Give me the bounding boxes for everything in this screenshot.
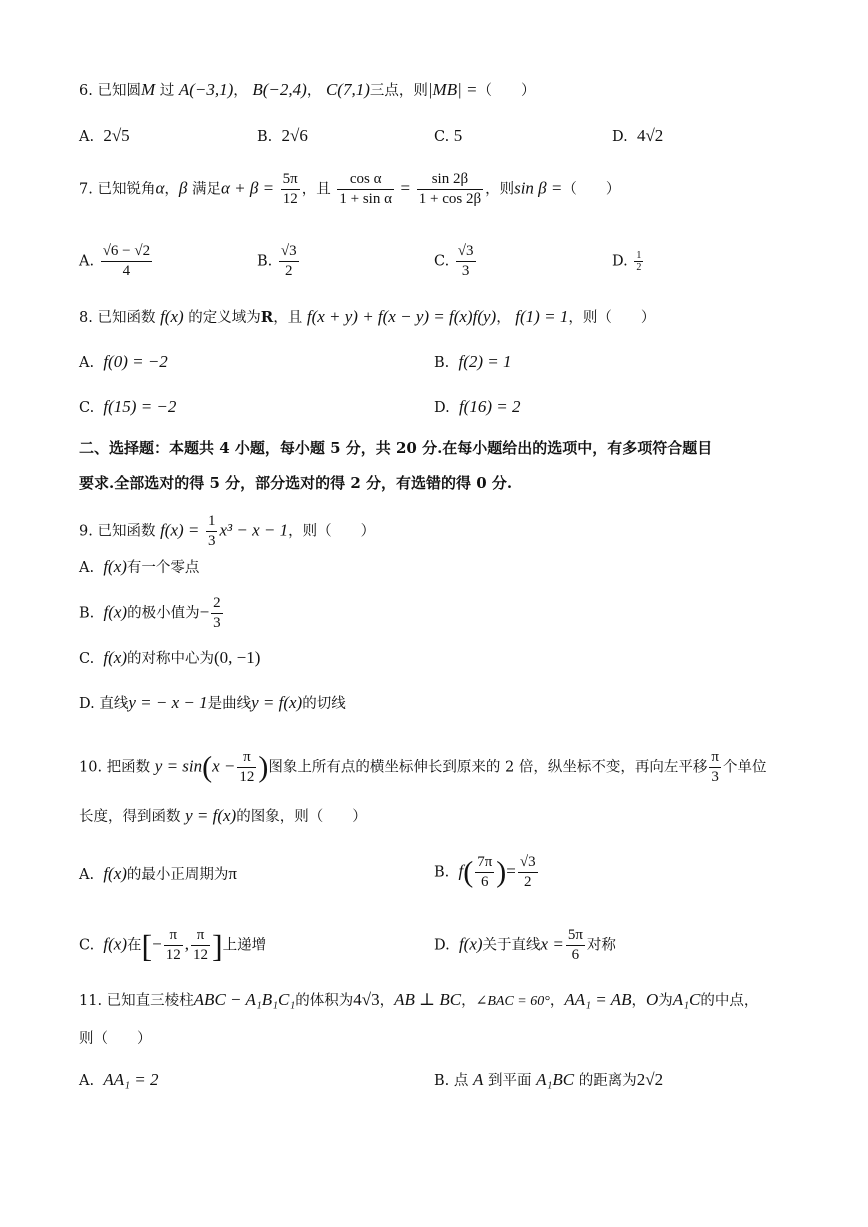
- q8-real-set: R: [260, 308, 274, 326]
- option-text: 关于直线: [482, 937, 541, 954]
- fraction-denominator: 3: [461, 263, 470, 279]
- q8-and: ，且: [273, 310, 303, 326]
- q11-sep: ，: [461, 993, 476, 1009]
- option-label: A.: [79, 1073, 95, 1089]
- q6-circle-m: M: [140, 80, 156, 99]
- fraction-numerator: 7π: [475, 853, 494, 873]
- q7-fraction-sin: [417, 170, 483, 209]
- q9-answer-paren: （ ）: [317, 523, 376, 540]
- option-curve-eq: y = f(x): [251, 693, 303, 712]
- fraction-numerator: √3: [518, 853, 538, 873]
- option-point: (0, −1): [214, 648, 261, 667]
- option-value: 2√6: [281, 126, 308, 145]
- option-label: B.: [257, 253, 273, 270]
- q11-answer-paren: （ ）: [93, 1031, 152, 1047]
- option-fraction: [279, 242, 299, 281]
- option-math: f(x): [458, 934, 483, 954]
- fraction-numerator: π: [164, 926, 183, 946]
- q8-option-b: [434, 352, 512, 373]
- q7-option-b: [257, 242, 301, 281]
- fraction-denominator: 12: [239, 769, 255, 785]
- fraction-denominator: 2: [524, 874, 532, 890]
- q10-line2-prefix: 长度，得到函数: [79, 809, 181, 825]
- option-math: f(x): [103, 557, 127, 576]
- q8-prefix: 8. 已知函数: [79, 310, 156, 326]
- q7-and: ，且: [301, 181, 331, 198]
- interval-comma: ,: [184, 934, 189, 954]
- interval-minus: −: [152, 934, 162, 954]
- q11-volume-value: 4√3: [353, 990, 380, 1009]
- fraction-numerator: π: [237, 748, 256, 768]
- q11-stem-line-2: [79, 1029, 152, 1049]
- q8-then: ，则: [568, 310, 598, 326]
- q6-pass: 过: [159, 83, 175, 99]
- q6-point-c: C(7,1): [325, 80, 370, 99]
- option-fraction: [211, 594, 223, 633]
- q11-point-o: O: [645, 990, 659, 1009]
- q11-option-b: [434, 1070, 663, 1091]
- q7-option-d: [612, 250, 645, 273]
- q8-option-a: [79, 352, 168, 373]
- q6-option-a: [79, 126, 130, 147]
- option-label: A.: [79, 355, 95, 371]
- option-line-eq: y = − x − 1: [128, 693, 208, 712]
- fraction-numerator: 1: [206, 512, 218, 532]
- q9-prefix: 9. 已知函数: [79, 523, 156, 540]
- q8-option-d: [434, 397, 520, 418]
- fraction-denominator: 1 + cos 2β: [418, 191, 482, 207]
- q11-angle: ∠BAC = 60°: [475, 994, 550, 1009]
- q10-option-b: [434, 853, 540, 892]
- q10-line2-fx: y = f(x): [185, 806, 237, 825]
- option-label: A.: [79, 129, 95, 145]
- q9-option-a: [79, 557, 199, 578]
- q9-fx: f(x) =: [160, 520, 200, 540]
- q10-answer-paren: （ ）: [308, 809, 367, 825]
- option-text: 点: [453, 1073, 469, 1089]
- option-value: f(16) = 2: [458, 397, 521, 416]
- option-label: B.: [434, 355, 450, 371]
- option-plane: A₁BC: [536, 1070, 575, 1089]
- q7-answer-paren: （ ）: [562, 181, 621, 198]
- q6-option-b: [257, 126, 308, 147]
- q7-then: ，则: [485, 181, 515, 198]
- fraction-numerator: √6 − √2: [101, 242, 152, 262]
- q11-sep: ，: [379, 993, 395, 1009]
- q7-equals: =: [400, 178, 411, 198]
- fraction-numerator: 1: [636, 250, 642, 261]
- option-label: B.: [434, 1073, 450, 1089]
- q10-stem-line-2: [79, 806, 367, 827]
- q9-option-b: [79, 594, 225, 633]
- fraction-numerator: π: [191, 926, 210, 946]
- option-minus: −: [199, 602, 210, 622]
- option-text: 有一个零点: [126, 560, 200, 576]
- option-label: D.: [79, 696, 95, 712]
- q10-tail: 个单位: [722, 759, 767, 776]
- q9-stem: [79, 512, 375, 551]
- option-fraction: [456, 242, 476, 281]
- q8-option-c: [79, 397, 176, 418]
- q6-mb: |MB| =: [427, 80, 478, 99]
- option-x-eq: x =: [540, 934, 564, 954]
- q11-is: 为: [658, 993, 673, 1009]
- option-value: f(15) = −2: [103, 397, 177, 416]
- q10-stem: [79, 748, 766, 787]
- fraction-numerator: π: [709, 748, 721, 768]
- q11-prefix: 11. 已知直三棱柱: [79, 993, 194, 1009]
- fraction-numerator: 2: [211, 594, 223, 614]
- option-text: 到平面: [487, 1073, 532, 1089]
- q10-prefix: 10. 把函数: [79, 759, 151, 776]
- option-value: AA₁ = 2: [103, 1070, 159, 1089]
- fraction-denominator: 2: [284, 263, 293, 279]
- option-label: D.: [434, 400, 450, 416]
- q10-middle-text: 图象上所有点的横坐标伸长到原来的 2 倍，纵坐标不变，再向左平移: [268, 759, 708, 776]
- q9-option-c: [79, 648, 260, 669]
- option-label: B.: [79, 605, 95, 622]
- q10-left-paren: (: [202, 750, 213, 784]
- q10-option-d: [434, 926, 616, 965]
- option-label: C.: [434, 253, 450, 270]
- q11-option-a: [79, 1070, 158, 1091]
- option-fraction: [566, 926, 585, 965]
- q8-equation: f(x + y) + f(x − y) = f(x)f(y): [306, 307, 497, 326]
- option-text: 对称: [586, 937, 616, 954]
- option-label: B.: [257, 129, 273, 145]
- interval-left-bracket: [: [141, 927, 153, 964]
- fraction-numerator: √3: [279, 242, 299, 262]
- option-label: C.: [79, 400, 95, 416]
- option-text: 直线: [99, 696, 129, 712]
- q8-sep: ，: [496, 310, 511, 326]
- q7-stem: [79, 170, 620, 209]
- option-math: f(x): [103, 934, 127, 954]
- q7-option-a: [79, 242, 154, 281]
- fraction-numerator: 5π: [281, 170, 300, 190]
- option-text: 的对称中心为: [127, 651, 214, 667]
- q7-satisfy: 满足: [191, 181, 221, 198]
- section-heading-line-1: 二、选择题：本题共 4 小题，每小题 5 分，共 20 分.在每小题给出的选项中，有多项符合题目: [79, 439, 713, 457]
- fraction-numerator: cos α: [337, 170, 394, 190]
- option-label: C.: [79, 651, 95, 667]
- option-label: A.: [79, 867, 95, 883]
- q10-fraction-pi-3: [709, 748, 721, 787]
- option-label: B.: [434, 864, 450, 881]
- q9-option-d: [79, 693, 346, 714]
- fraction-denominator: 2: [636, 262, 642, 273]
- q11-equal-edges: AA₁ = AB: [564, 990, 632, 1009]
- section-heading-line-2: 要求.全部选对的得 5 分，部分选对的得 2 分，有选错的得 0 分.: [79, 474, 513, 492]
- option-text: 上递增: [222, 937, 267, 954]
- q7-sum: α + β =: [220, 178, 275, 198]
- interval-right-fraction: [191, 926, 210, 965]
- q6-point-a: A(−3,1): [178, 80, 234, 99]
- q7-beta: β: [178, 178, 188, 198]
- q8-answer-paren: （ ）: [597, 310, 656, 326]
- option-value: 2√2: [636, 1070, 664, 1089]
- q7-option-c: [434, 242, 478, 281]
- q10-right-paren: ): [258, 750, 269, 784]
- q11-sep: ，: [631, 993, 646, 1009]
- option-math: f(x): [103, 602, 128, 622]
- option-text: 的最小正周期为: [126, 867, 229, 883]
- option-fraction: [101, 242, 152, 281]
- fraction-numerator: sin 2β: [417, 170, 483, 190]
- fraction-denominator: 3: [711, 769, 719, 785]
- q7-prefix: 7. 已知锐角: [79, 181, 156, 198]
- q6-option-c: [434, 126, 462, 147]
- section-two-heading: [79, 431, 794, 501]
- option-math: f(x): [103, 648, 127, 667]
- interval-right-bracket: ]: [212, 927, 223, 964]
- q11-tail: 的中点，: [700, 993, 759, 1009]
- option-label: D.: [434, 937, 450, 954]
- q7-fraction-cos: [337, 170, 394, 209]
- q7-alpha: α: [155, 178, 165, 198]
- fraction-denominator: 6: [481, 874, 489, 890]
- option-point-a: A: [472, 1070, 484, 1089]
- option-value: 5: [453, 126, 463, 145]
- fraction-denominator: 6: [571, 947, 580, 963]
- q8-f1: f(1) = 1: [515, 307, 569, 326]
- q11-then: 则: [79, 1031, 94, 1047]
- interval-left-fraction: [164, 926, 183, 965]
- q10-fraction-pi-12: [237, 748, 256, 787]
- q10-line2-tail: 的图象，则: [236, 809, 309, 825]
- option-text: 在: [127, 937, 142, 954]
- q8-domain: 的定义域为: [188, 310, 261, 326]
- fraction-numerator: √3: [456, 242, 476, 262]
- q11-stem: [79, 990, 758, 1012]
- q9-expression: x³ − x − 1: [219, 520, 289, 540]
- option-value: f(0) = −2: [103, 352, 168, 371]
- fraction-denominator: 4: [122, 263, 131, 279]
- fraction-denominator: 12: [165, 947, 181, 963]
- q9-fraction-one-third: [206, 512, 218, 551]
- q9-then: ，则: [288, 523, 318, 540]
- option-right-paren: ): [496, 855, 507, 889]
- q10-inner-x: x −: [212, 756, 236, 776]
- q6-tail: 三点，则: [369, 83, 428, 99]
- option-label: A.: [79, 560, 95, 576]
- option-text: 的极小值为: [127, 605, 200, 622]
- q6-prefix: 6. 已知圆: [79, 83, 141, 99]
- fraction-denominator: 12: [193, 947, 208, 963]
- q7-fraction-5pi-12: [281, 170, 300, 209]
- q10-y-sin: y = sin: [154, 756, 203, 776]
- option-label: D.: [612, 129, 628, 145]
- q10-option-c: [79, 926, 266, 965]
- option-fraction: [634, 250, 643, 273]
- option-label: A.: [79, 253, 95, 270]
- q6-option-d: [612, 126, 663, 147]
- option-f: f: [458, 861, 464, 881]
- q11-volume-text: 的体积为: [295, 993, 354, 1009]
- option-value: π: [228, 864, 237, 883]
- q11-sep: ，: [549, 993, 565, 1009]
- q6-point-b: B(−2,4): [252, 80, 307, 99]
- fraction-numerator: 5π: [566, 926, 585, 946]
- fraction-denominator: 3: [207, 533, 216, 549]
- q11-perp: AB ⊥ BC: [394, 990, 462, 1009]
- fraction-denominator: 12: [282, 191, 298, 207]
- q6-stem: 6. 已知圆M 过 A(−3,1)， B(−2,4)， C(7,1)三点，则|MB| =（ ）: [79, 80, 536, 99]
- option-fraction-value: [518, 853, 538, 892]
- option-text: 的切线: [302, 696, 346, 712]
- q7-sep: ，: [164, 181, 179, 198]
- option-text: 的距离为: [578, 1073, 637, 1089]
- option-text: 是曲线: [207, 696, 252, 712]
- q8-stem: [79, 307, 655, 328]
- q10-option-a: [79, 864, 237, 885]
- option-fraction-arg: [475, 853, 494, 892]
- option-label: D.: [612, 253, 628, 270]
- q8-fx: f(x): [160, 307, 184, 326]
- option-equals: =: [506, 861, 516, 881]
- q11-segment: A₁C: [672, 990, 701, 1009]
- option-label: C.: [434, 129, 450, 145]
- option-value: f(2) = 1: [458, 352, 512, 371]
- option-value: 2√5: [103, 126, 130, 145]
- option-left-paren: (: [463, 855, 474, 889]
- option-value: 4√2: [636, 126, 664, 145]
- fraction-denominator: 1 + sin α: [339, 191, 392, 207]
- q6-answer-paren: （ ）: [477, 83, 536, 99]
- fraction-denominator: 3: [213, 615, 221, 631]
- option-label: C.: [79, 937, 95, 954]
- q7-sin-beta: sin β =: [514, 178, 563, 198]
- option-math: f(x): [103, 864, 127, 883]
- q11-prism: ABC − A₁B₁C₁: [193, 990, 296, 1009]
